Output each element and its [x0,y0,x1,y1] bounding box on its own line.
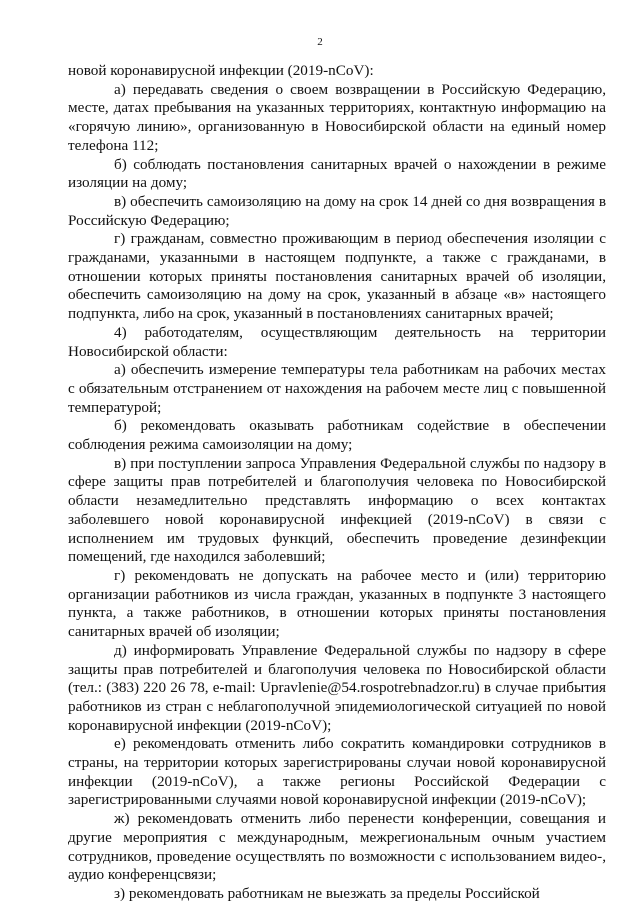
paragraph-item-v-contacts-info: в) при поступлении запроса Управления Федеральной службы по надзору в сфере защиты прав потребителей и благополучия человека по Новосибирской области незамедлительно представлять информацию о всех контактах заболевшего новой коронавирусной инфекцией (2019-nCoV) в связи с исполнением им трудовых функций, обеспечить проведение дезинфекции помещений, где находился заболевший; [68,454,606,566]
paragraph-item-v-self-isolation: в) обеспечить самоизоляцию на дому на срок 14 дней со дня возвращения в Российскую Федерацию; [68,192,606,229]
paragraph-item-g-workplace-access: г) рекомендовать не допускать на рабочее место и (или) территорию организации работников из числа граждан, указанных в подпункте 3 настоящего пункта, а также работников, в отношении которых приняты постановления санитарных врачей об изоляции; [68,566,606,641]
paragraph-item-e-business-trips: е) рекомендовать отменить либо сократить командировки сотрудников в страны, на территории которых зарегистрированы случаи новой коронавирусной инфекции (2019-nCoV), а также регионы Российской Федерации с зарегистрированными случаями новой коронавирусной инфекции (2019-nCoV); [68,735,606,809]
paragraph-section-4-employers: 4) работодателям, осуществляющим деятельность на территории Новосибирской области: [68,323,606,360]
paragraph-item-g-cohabitants: г) гражданам, совместно проживающим в период обеспечения изоляции с гражданами, указанными в настоящем подпункте, а также с гражданами, в отношении которых приняты постановления санитарных врачей об изоляции, обеспечить самоизоляцию на дому на срок, указанный в абзаце «в» настоящего подпункта, либо на срок, указанный в постановлениях санитарных врачей; [68,230,606,323]
paragraph-continuation: новой коронавирусной инфекции (2019-nCoV): [68,62,374,79]
paragraph-item-d-inform-authority: д) информировать Управление Федеральной службы по надзору в сфере защиты прав потребителей и благополучия человека по Новосибирской области (тел.: (383) 220 26 78, e-mail: Upravlenie@54.rospotrebnadzor.ru) в случае прибытия работников из стран с неблагополучной эпидемиологической ситуацией по новой коронавирусной инфекции (2019-nCoV); [68,641,606,734]
page-number: 2 [317,36,323,48]
document-body [68,62,606,904]
paragraph-item-z-travel-abroad: з) рекомендовать работникам не выезжать за пределы Российской [114,884,540,902]
paragraph-item-b-observe-isolation: б) соблюдать постановления санитарных врачей о нахождении в режиме изоляции на дому; [68,155,606,192]
paragraph-item-zh-conferences: ж) рекомендовать отменить либо перенести конференции, совещания и другие мероприятия с международным, межрегиональным очным участием сотрудников, проведение осуществлять по возможности с использованием видео-, аудио конференцсвязи; [68,810,606,884]
paragraph-item-b-assist-isolation: б) рекомендовать оказывать работникам содействие в обеспечении соблюдения режима самоизоляции на дому; [68,417,606,454]
paragraph-item-a-temperature: а) обеспечить измерение температуры тела работникам на рабочих местах с обязательным отстранением от нахождения на рабочем месте лиц с повышенной температурой; [68,361,606,416]
paragraph-item-a-report-return: а) передавать сведения о своем возвращении в Российскую Федерацию, месте, датах пребывания на указанных территориях, контактную информацию на «горячую линию», организованную в Новосибирской области на единый номер телефона 112; [68,80,606,154]
